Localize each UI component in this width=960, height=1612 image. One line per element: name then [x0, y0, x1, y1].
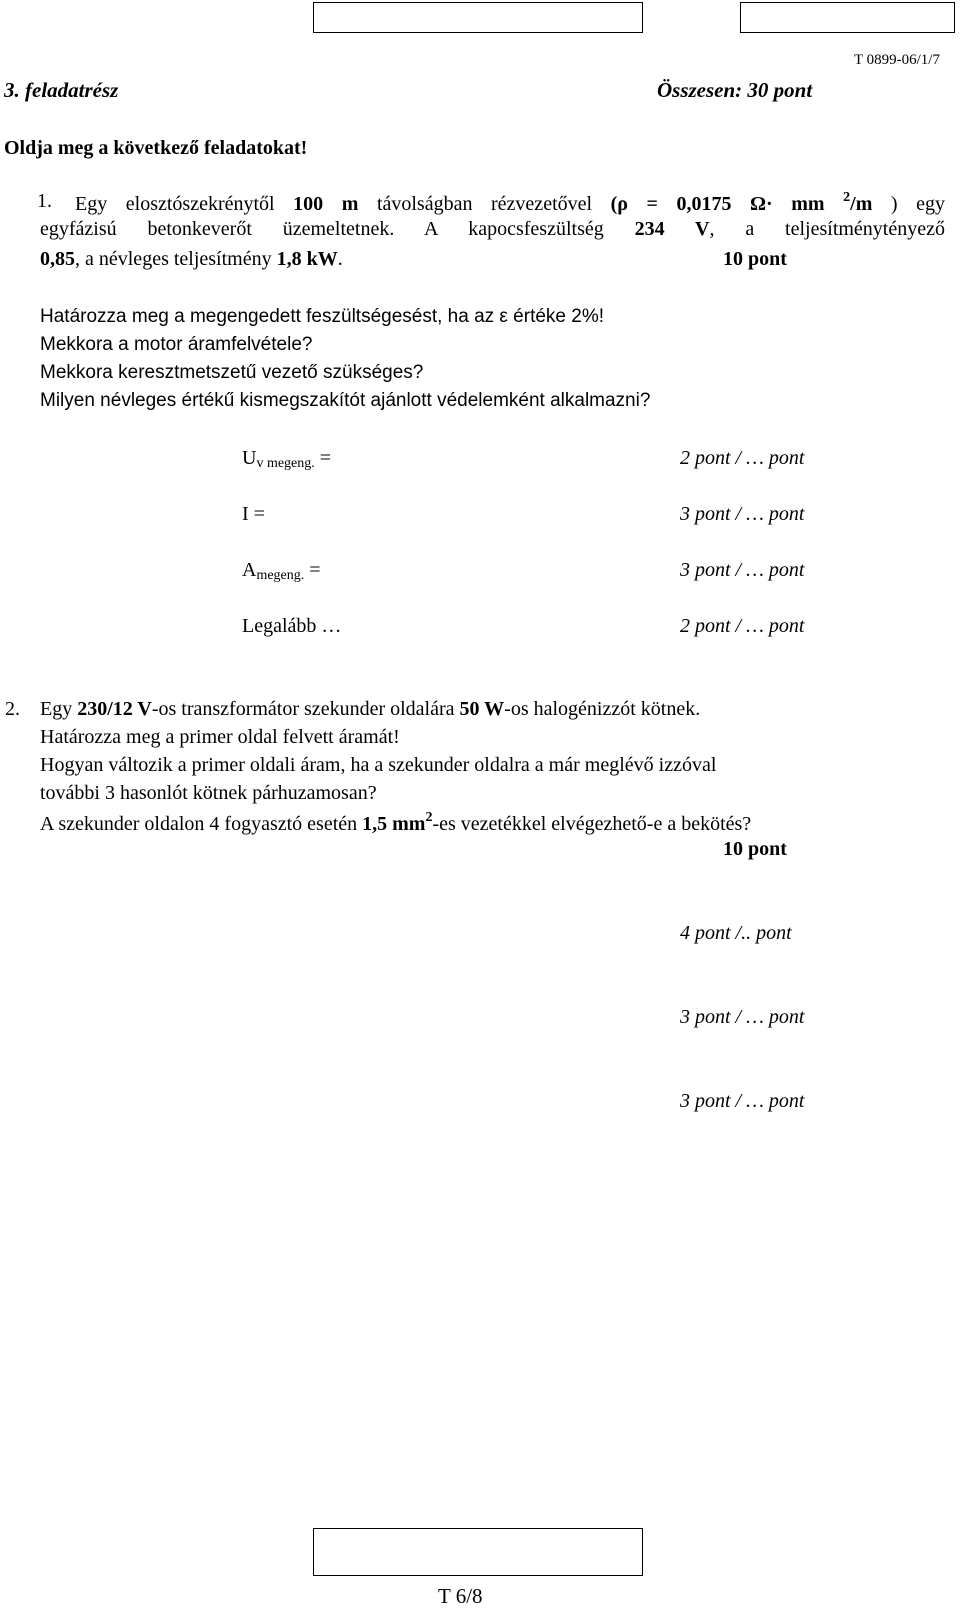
answer-current-symbol: I =: [242, 503, 265, 525]
task1-question-4: Milyen névleges értékű kismegszakítót ajánlott védelemként alkalmazni?: [40, 390, 651, 411]
instruction: Oldja meg a következő feladatokat!: [4, 137, 308, 159]
task1-line3: [40, 248, 343, 271]
total-points: Összesen: 30 pont: [657, 78, 813, 102]
header-box-left: [313, 2, 643, 33]
task1-question-1: Határozza meg a megengedett feszültségesést, ha az ε értéke 2%!: [40, 306, 605, 327]
score-cross-section: 3 pont / … pont: [680, 559, 805, 581]
answer-cross-section: [242, 559, 321, 584]
task2-number: 2.: [5, 698, 20, 720]
task2-line5-a: A szekunder oldalon 4 fogyasztó esetén: [40, 813, 363, 835]
task1-line2-a: egyfázisú betonkeverőt üzemeltetnek. A kapocsfeszültség: [40, 218, 635, 240]
task1-resistivity: (ρ = 0,0175 Ω· mm: [610, 193, 844, 215]
task2-lamp-power: 50 W: [459, 698, 505, 720]
score-current: 3 pont / … pont: [680, 503, 805, 525]
task1-distance: 100 m: [293, 193, 359, 215]
task1-number: 1.: [37, 190, 52, 212]
task2-line1: [40, 698, 700, 721]
task2-wire-size: 1,5 mm: [362, 813, 426, 835]
task1-question-3: Mekkora keresztmetszetű vezető szükséges?: [40, 362, 424, 383]
task2-line1-e: -os halogénizzót kötnek.: [504, 698, 701, 720]
task2-line5: [40, 810, 751, 836]
footer-box: [313, 1528, 643, 1576]
task2-score-2: 3 pont / … pont: [680, 1006, 805, 1028]
task2-line1-a: Egy: [40, 698, 78, 720]
task1-line1: [75, 190, 945, 216]
task1-power-factor: 0,85: [40, 248, 75, 270]
task2-points: 10 pont: [723, 838, 787, 860]
answer-voltage-drop: [242, 447, 331, 472]
section-title: 3. feladatrész: [4, 78, 119, 102]
task2-line4: további 3 hasonlót kötnek párhuzamosan?: [40, 782, 377, 804]
answer-voltage-drop-symbol: U: [242, 447, 257, 469]
answer-cross-section-symbol: A: [242, 559, 257, 581]
task1-resistivity-unit: /m: [850, 193, 873, 215]
header-box-right: [740, 2, 955, 33]
task1-resistivity-exp: 2: [843, 190, 851, 205]
task2-line1-c: -os transzformátor szekunder oldalára: [151, 698, 460, 720]
task1-voltage: 234 V: [634, 218, 710, 240]
task2-transformer: 230/12 V: [77, 698, 152, 720]
score-voltage-drop: 2 pont / … pont: [680, 447, 805, 469]
answer-voltage-drop-eq: =: [314, 447, 332, 469]
task1-line3-b: , a névleges teljesítmény: [75, 248, 277, 270]
task1-points: 10 pont: [723, 248, 787, 270]
task1-line2-c: , a teljesítménytényező: [709, 218, 945, 240]
answer-voltage-drop-sub: v megeng.: [256, 456, 315, 471]
page-number: T 6/8: [438, 1584, 483, 1608]
task2-line3: Hogyan változik a primer oldali áram, ha a szekunder oldalra a már meglévő izzóval: [40, 754, 717, 776]
task2-wire-size-exp: 2: [425, 810, 433, 825]
task1-line3-d: .: [337, 248, 343, 270]
answer-current: [242, 503, 265, 526]
task2-score-1: 4 pont /.. pont: [680, 922, 792, 944]
answer-breaker: Legalább …: [242, 615, 342, 637]
answer-cross-section-sub: megeng.: [256, 568, 305, 583]
document-code: T 0899-06/1/7: [854, 52, 940, 68]
score-breaker: 2 pont / … pont: [680, 615, 805, 637]
answer-cross-section-eq: =: [304, 559, 321, 581]
task2-line5-c: -es vezetékkel elvégezhető-e a bekötés?: [432, 813, 752, 835]
task1-line1-f: ) egy: [872, 193, 945, 215]
task2-score-3: 3 pont / … pont: [680, 1090, 805, 1112]
task1-line2: [40, 218, 945, 241]
task1-line1-a: Egy elosztószekrénytől: [75, 193, 294, 215]
task1-power: 1,8 kW: [276, 248, 338, 270]
task2-line2: Határozza meg a primer oldal felvett áramát!: [40, 726, 400, 748]
task1-line1-c: távolságban rézvezetővel: [358, 193, 611, 215]
task1-question-2: Mekkora a motor áramfelvétele?: [40, 334, 313, 355]
